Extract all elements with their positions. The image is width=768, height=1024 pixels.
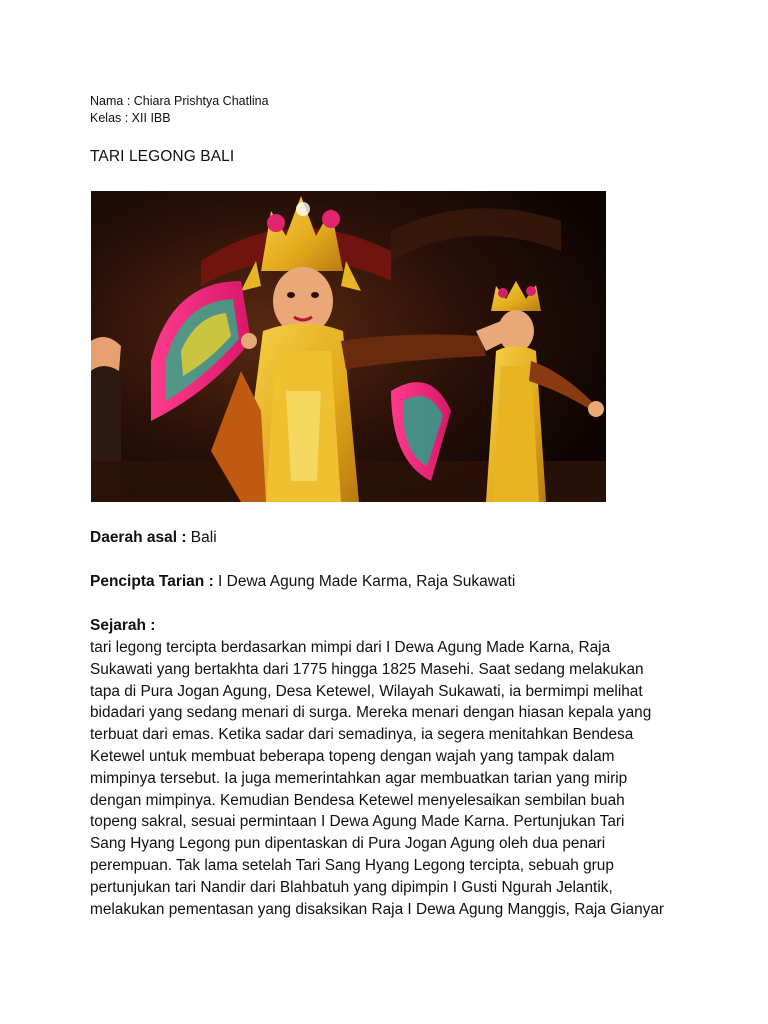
paragraph-line: melakukan pementasan yang disaksikan Raja I Dewa Agung Manggis, Raja Gianyar <box>90 900 665 918</box>
paragraph-line: bidadari yang sedang menari di surga. Mereka menari dengan hiasan kepala yang <box>90 704 652 722</box>
daerah-asal-label: Daerah asal : <box>90 529 187 546</box>
paragraph-line: Sukawati yang bertakhta dari 1775 hingga 1825 Masehi. Saat sedang melakukan <box>90 660 644 678</box>
paragraph-line: topeng sakral, sesuai permintaan I Dewa Agung Made Karna. Pertunjukan Tari <box>90 813 625 831</box>
pencipta-label: Pencipta Tarian : <box>90 573 214 590</box>
paragraph-line: dengan mimpinya. Kemudian Bendesa Ketewel menyelesaikan sembilan buah <box>90 791 625 809</box>
legong-dancers-photo <box>91 191 606 502</box>
paragraph-line: perempuan. Tak lama setelah Tari Sang Hyang Legong tercipta, sebuah grup <box>90 856 614 874</box>
sejarah-paragraph <box>90 637 690 920</box>
sejarah-heading <box>90 615 155 637</box>
paragraph-line: Sang Hyang Legong pun dipentaskan di Pura Jogan Agung oleh dua penari <box>90 835 606 853</box>
paragraph-line: pertunjukan tari Nandir dari Blahbatuh yang dipimpin I Gusti Ngurah Jelantik, <box>90 878 613 896</box>
student-info <box>90 93 269 127</box>
student-name: Nama : Chiara Prishtya Chatlina <box>90 94 269 108</box>
daerah-asal-field <box>90 527 217 549</box>
pencipta-field <box>90 571 515 593</box>
paragraph-line: tapa di Pura Jogan Agung, Desa Ketewel, Wilayah Sukawati, ia bermimpi melihat <box>90 682 643 700</box>
paragraph-line: mimpinya tersebut. Ia juga memerintahkan agar membuatkan tarian yang mirip <box>90 769 628 787</box>
paragraph-line: terbuat dari emas. Ketika sadar dari semadinya, ia segera menitahkan Bendesa <box>90 726 634 744</box>
paragraph-line: Ketewel untuk membuat beberapa topeng dengan wajah yang tampak dalam <box>90 747 615 765</box>
document-title: TARI LEGONG BALI <box>90 148 235 165</box>
paragraph-line: tari legong tercipta berdasarkan mimpi dari I Dewa Agung Made Karna, Raja <box>90 639 611 656</box>
pencipta-value: I Dewa Agung Made Karma, Raja Sukawati <box>213 573 516 590</box>
daerah-asal-value: Bali <box>186 529 217 546</box>
sejarah-label: Sejarah : <box>90 617 156 634</box>
student-class: Kelas : XII IBB <box>90 111 171 125</box>
